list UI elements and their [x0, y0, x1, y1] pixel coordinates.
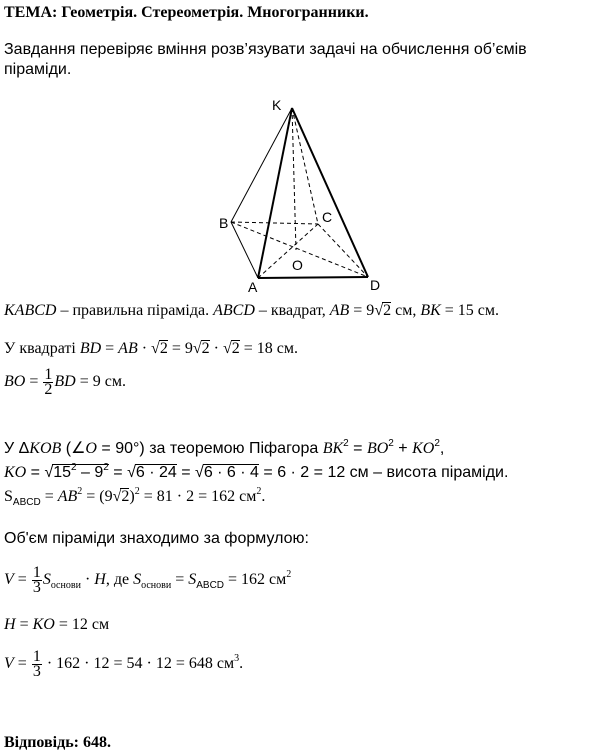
edge-bc [231, 222, 318, 224]
task-intro: Завдання перевіряє вміння розв’язувати задачі на обчислення об’ємів піраміди. [4, 41, 527, 78]
label-b: B [219, 215, 229, 231]
solution-line-9: H = KO = 12 см [4, 616, 110, 633]
edge-kc [292, 108, 318, 224]
edge-ko [292, 108, 296, 250]
label-d: D [370, 277, 381, 293]
solution-line-2: У квадраті BD = AB · √2 = 9√2 · √2 = 18 см. [4, 340, 298, 357]
page-title: ТЕМА: Геометрія. Стереометрія. Многогранники. [4, 4, 369, 21]
solution-line-3: BO = $\frac{1}{2}$ BD = 9 см. [4, 366, 126, 398]
edge-ad [258, 277, 368, 278]
edge-cd [318, 224, 368, 277]
edge-kd [292, 108, 368, 277]
solution-line-4: У ΔKOB (∠O = 90°) за теоремою Піфагора $BK^2 = BO^2 + KO^2$, [4, 438, 445, 457]
solution-line-10: V = $\frac{1}{3}$ · 162 · 12 = 54 · 12 = 648 $см^3$. [4, 648, 244, 680]
solution-line-7: Об'єм піраміди знаходимо за формулою: [4, 530, 309, 547]
solution-line-1: KABCD – правильна піраміда. ABCD – квадрат, AB = 9√2 см, BK = 15 см. [4, 302, 500, 319]
label-k: K [272, 97, 282, 113]
label-a: A [248, 279, 258, 295]
solution-line-5: KO = $√15^2 - 9^2 = √6 \cdot 24 = √6 \cdot 6 \cdot 4 = 6 \cdot 2 = 12$ см – висота піраміди. [4, 462, 509, 481]
solution-line-6: $S_{ABCD} = AB^2 = (9√2)^2 = 81 \cdot 2 = 162$ $см^2$. [4, 486, 266, 508]
label-c: C [322, 209, 333, 225]
solution-line-8: V = $\frac{1}{3}$ $S_{основи} \cdot H$, де $S_{основи} = S_{ABCD} = 162$ $см^2$ [4, 564, 292, 596]
pyramid-figure [0, 0, 600, 300]
edge-ab [231, 222, 258, 278]
edge-kb [231, 108, 292, 222]
answer: Відповідь: 648. [4, 734, 111, 751]
label-o: O [292, 257, 303, 273]
